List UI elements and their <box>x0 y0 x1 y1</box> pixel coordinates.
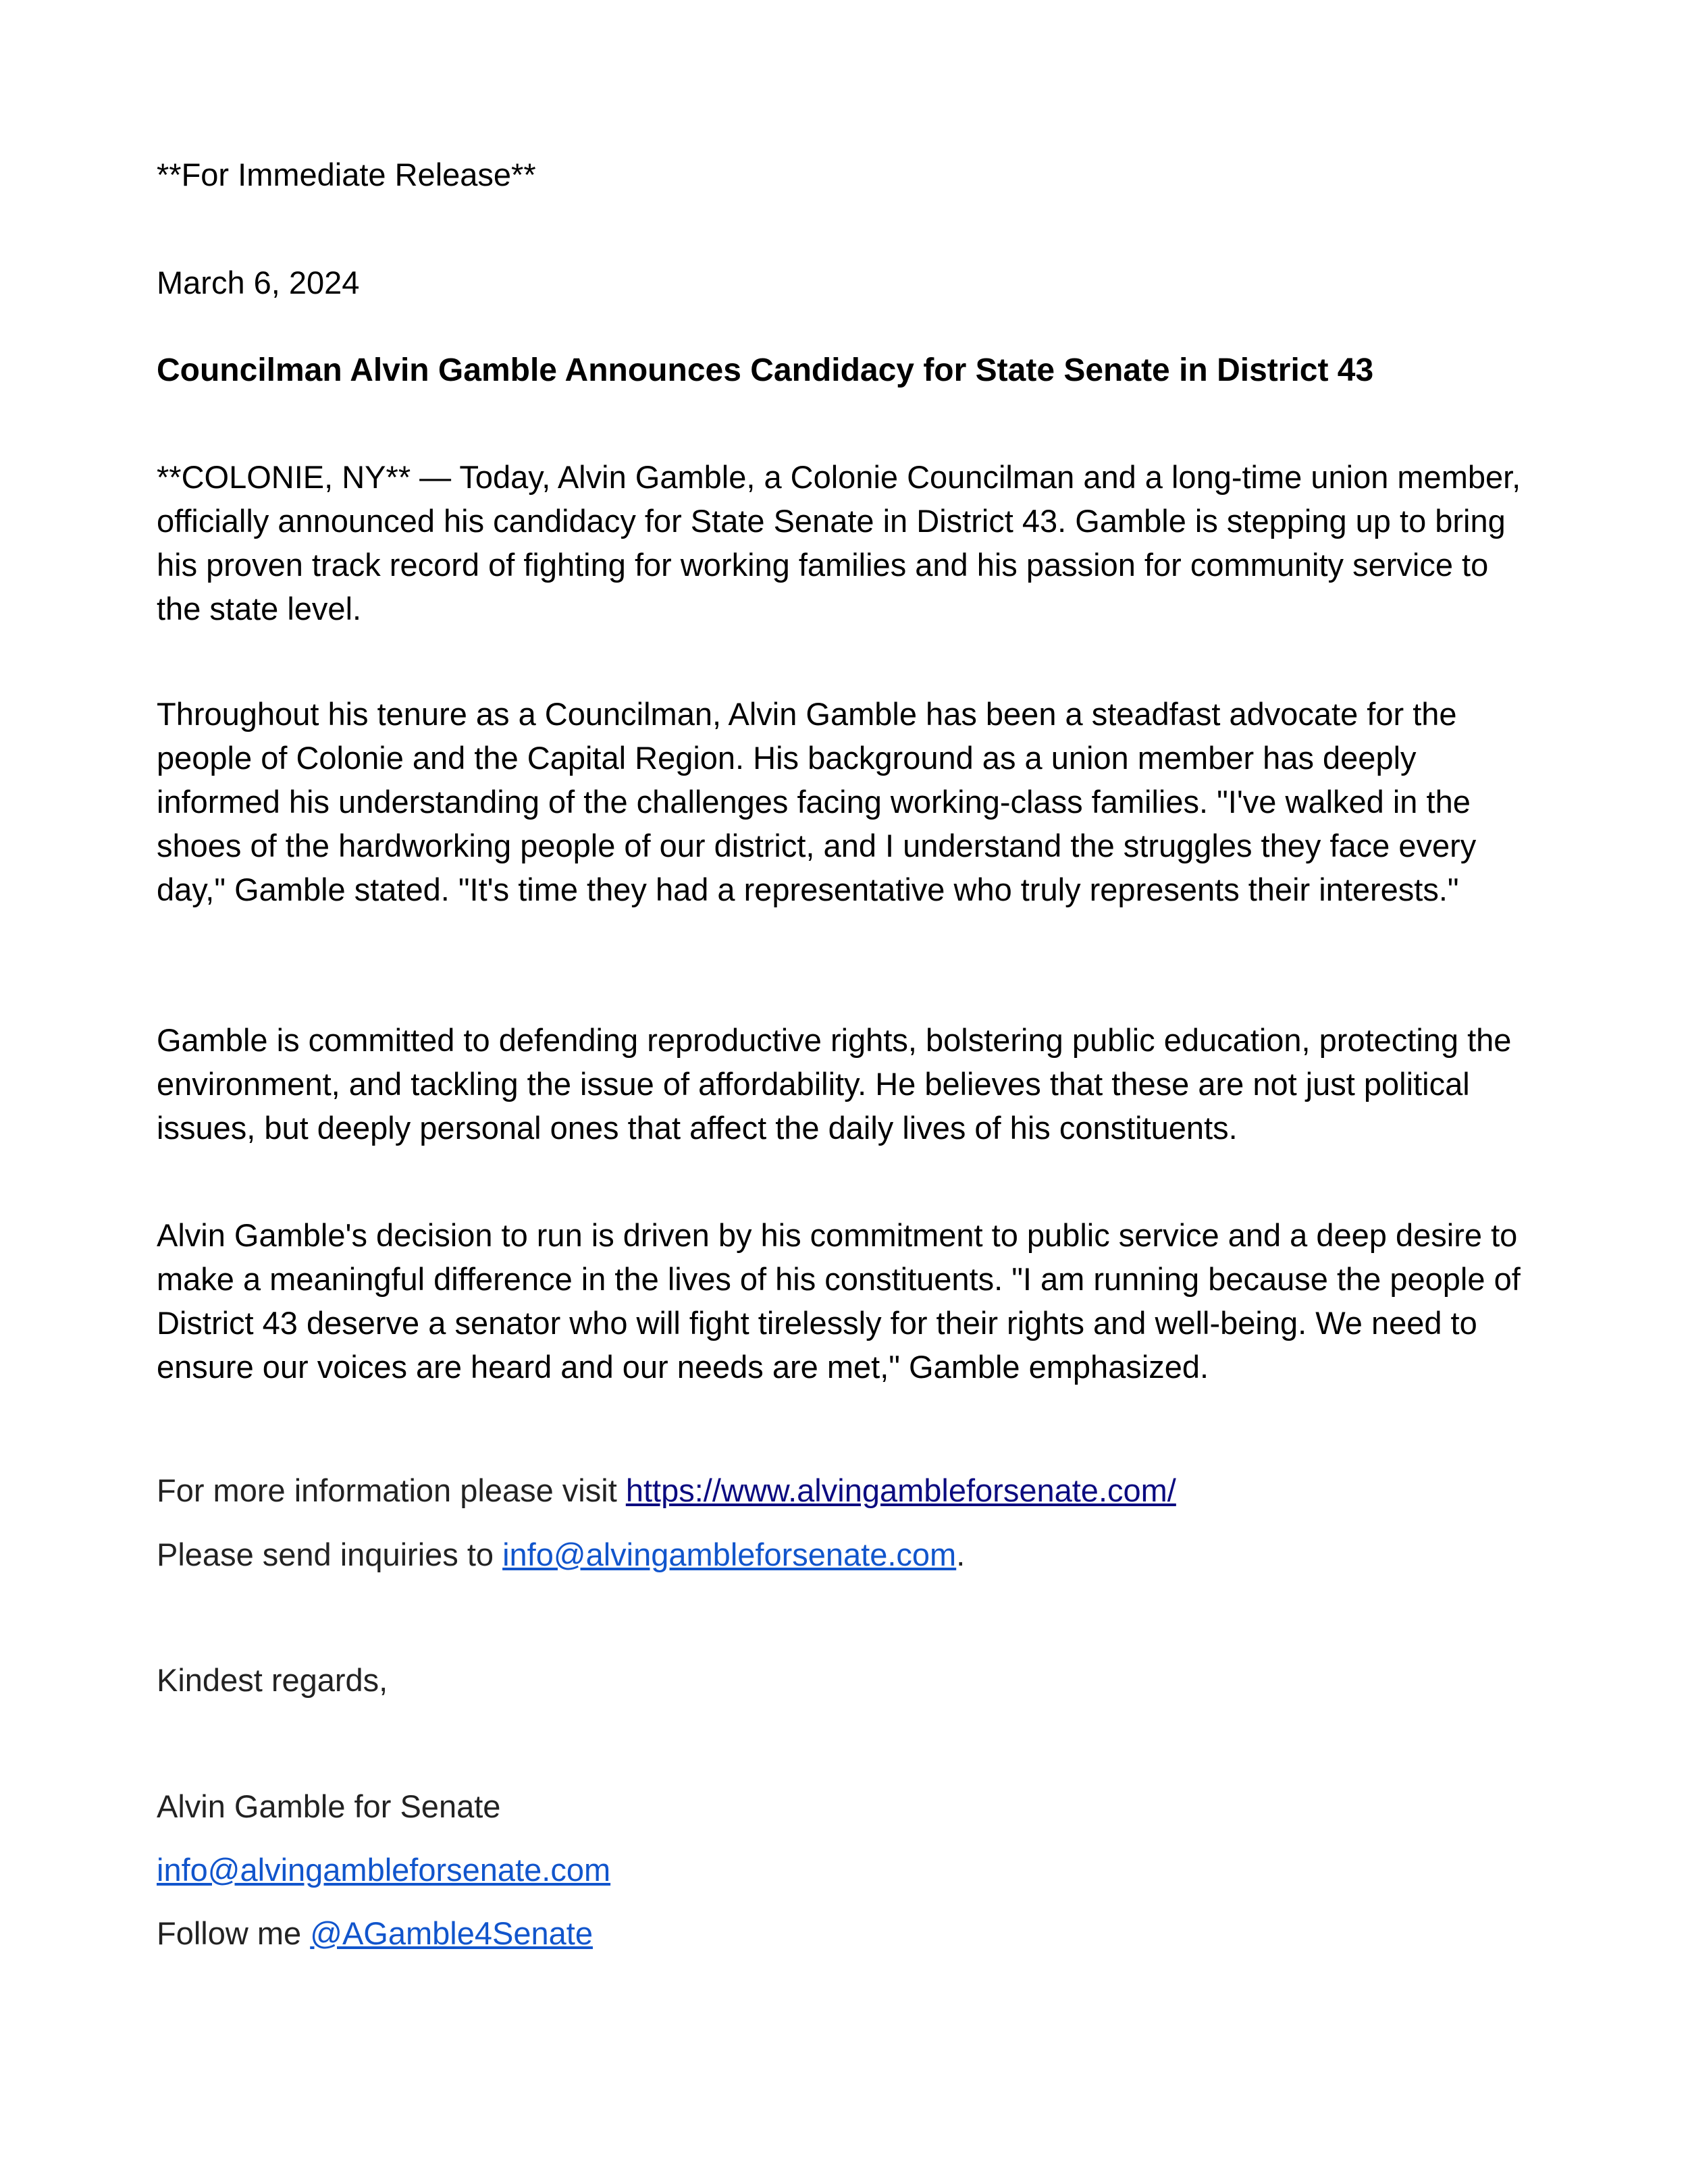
follow-line <box>157 1911 1534 1955</box>
signature-name: Alvin Gamble for Senate <box>157 1788 501 1824</box>
inquiry-email-link[interactable]: info@alvingambleforsenate.com <box>502 1537 957 1572</box>
release-tag: **For Immediate Release** <box>157 157 536 192</box>
inquiry-line <box>157 1533 1534 1576</box>
website-link[interactable]: https://www.alvingambleforsenate.com/ <box>625 1472 1176 1508</box>
inquiry-suffix: . <box>956 1537 966 1572</box>
more-info-prefix: For more information please visit <box>157 1472 626 1508</box>
paragraph-announcement: **COLONIE, NY** — Today, Alvin Gamble, a Colonie Councilman and a long-time union member, officially announced his candidacy for State Senate in District 43. Gamble is stepping up to bring his proven track record of fighting for working families and his passion for community service to the state level. <box>157 459 1521 627</box>
social-handle-link[interactable]: @AGamble4Senate <box>310 1915 593 1951</box>
inquiry-prefix: Please send inquiries to <box>157 1537 503 1572</box>
headline: Councilman Alvin Gamble Announces Candidacy for State Senate in District 43 <box>157 352 1374 388</box>
paragraph-motivation: Alvin Gamble's decision to run is driven by his commitment to public service and a deep desire to make a meaningful difference in the lives of his constituents. "I am running because the people of District 43 deserve a senator who will fight tirelessly for their rights and well-being. We need to ensure our voices are heard and our needs are met," Gamble emphasized. <box>157 1217 1521 1385</box>
release-date: March 6, 2024 <box>157 265 360 300</box>
follow-prefix: Follow me <box>157 1915 311 1951</box>
paragraph-priorities: Gamble is committed to defending reproductive rights, bolstering public education, protecting the environment, and tackling the issue of affordability. He believes that these are not just political issues, but deeply personal ones that affect the daily lives of his constituents. <box>157 1022 1512 1146</box>
signature-email-line <box>157 1848 1534 1892</box>
signature-email-link[interactable]: info@alvingambleforsenate.com <box>157 1852 611 1888</box>
closing: Kindest regards, <box>157 1662 388 1698</box>
more-info-line <box>157 1468 1534 1512</box>
paragraph-background: Throughout his tenure as a Councilman, Alvin Gamble has been a steadfast advocate for the people of Colonie and the Capital Region. His background as a union member has deeply informed his understanding of the challenges facing working-class families. "I've walked in the shoes of the hardworking people of our district, and I understand the struggles they face every day," Gamble stated. "It's time they had a representative who truly represents their interests." <box>157 696 1477 907</box>
